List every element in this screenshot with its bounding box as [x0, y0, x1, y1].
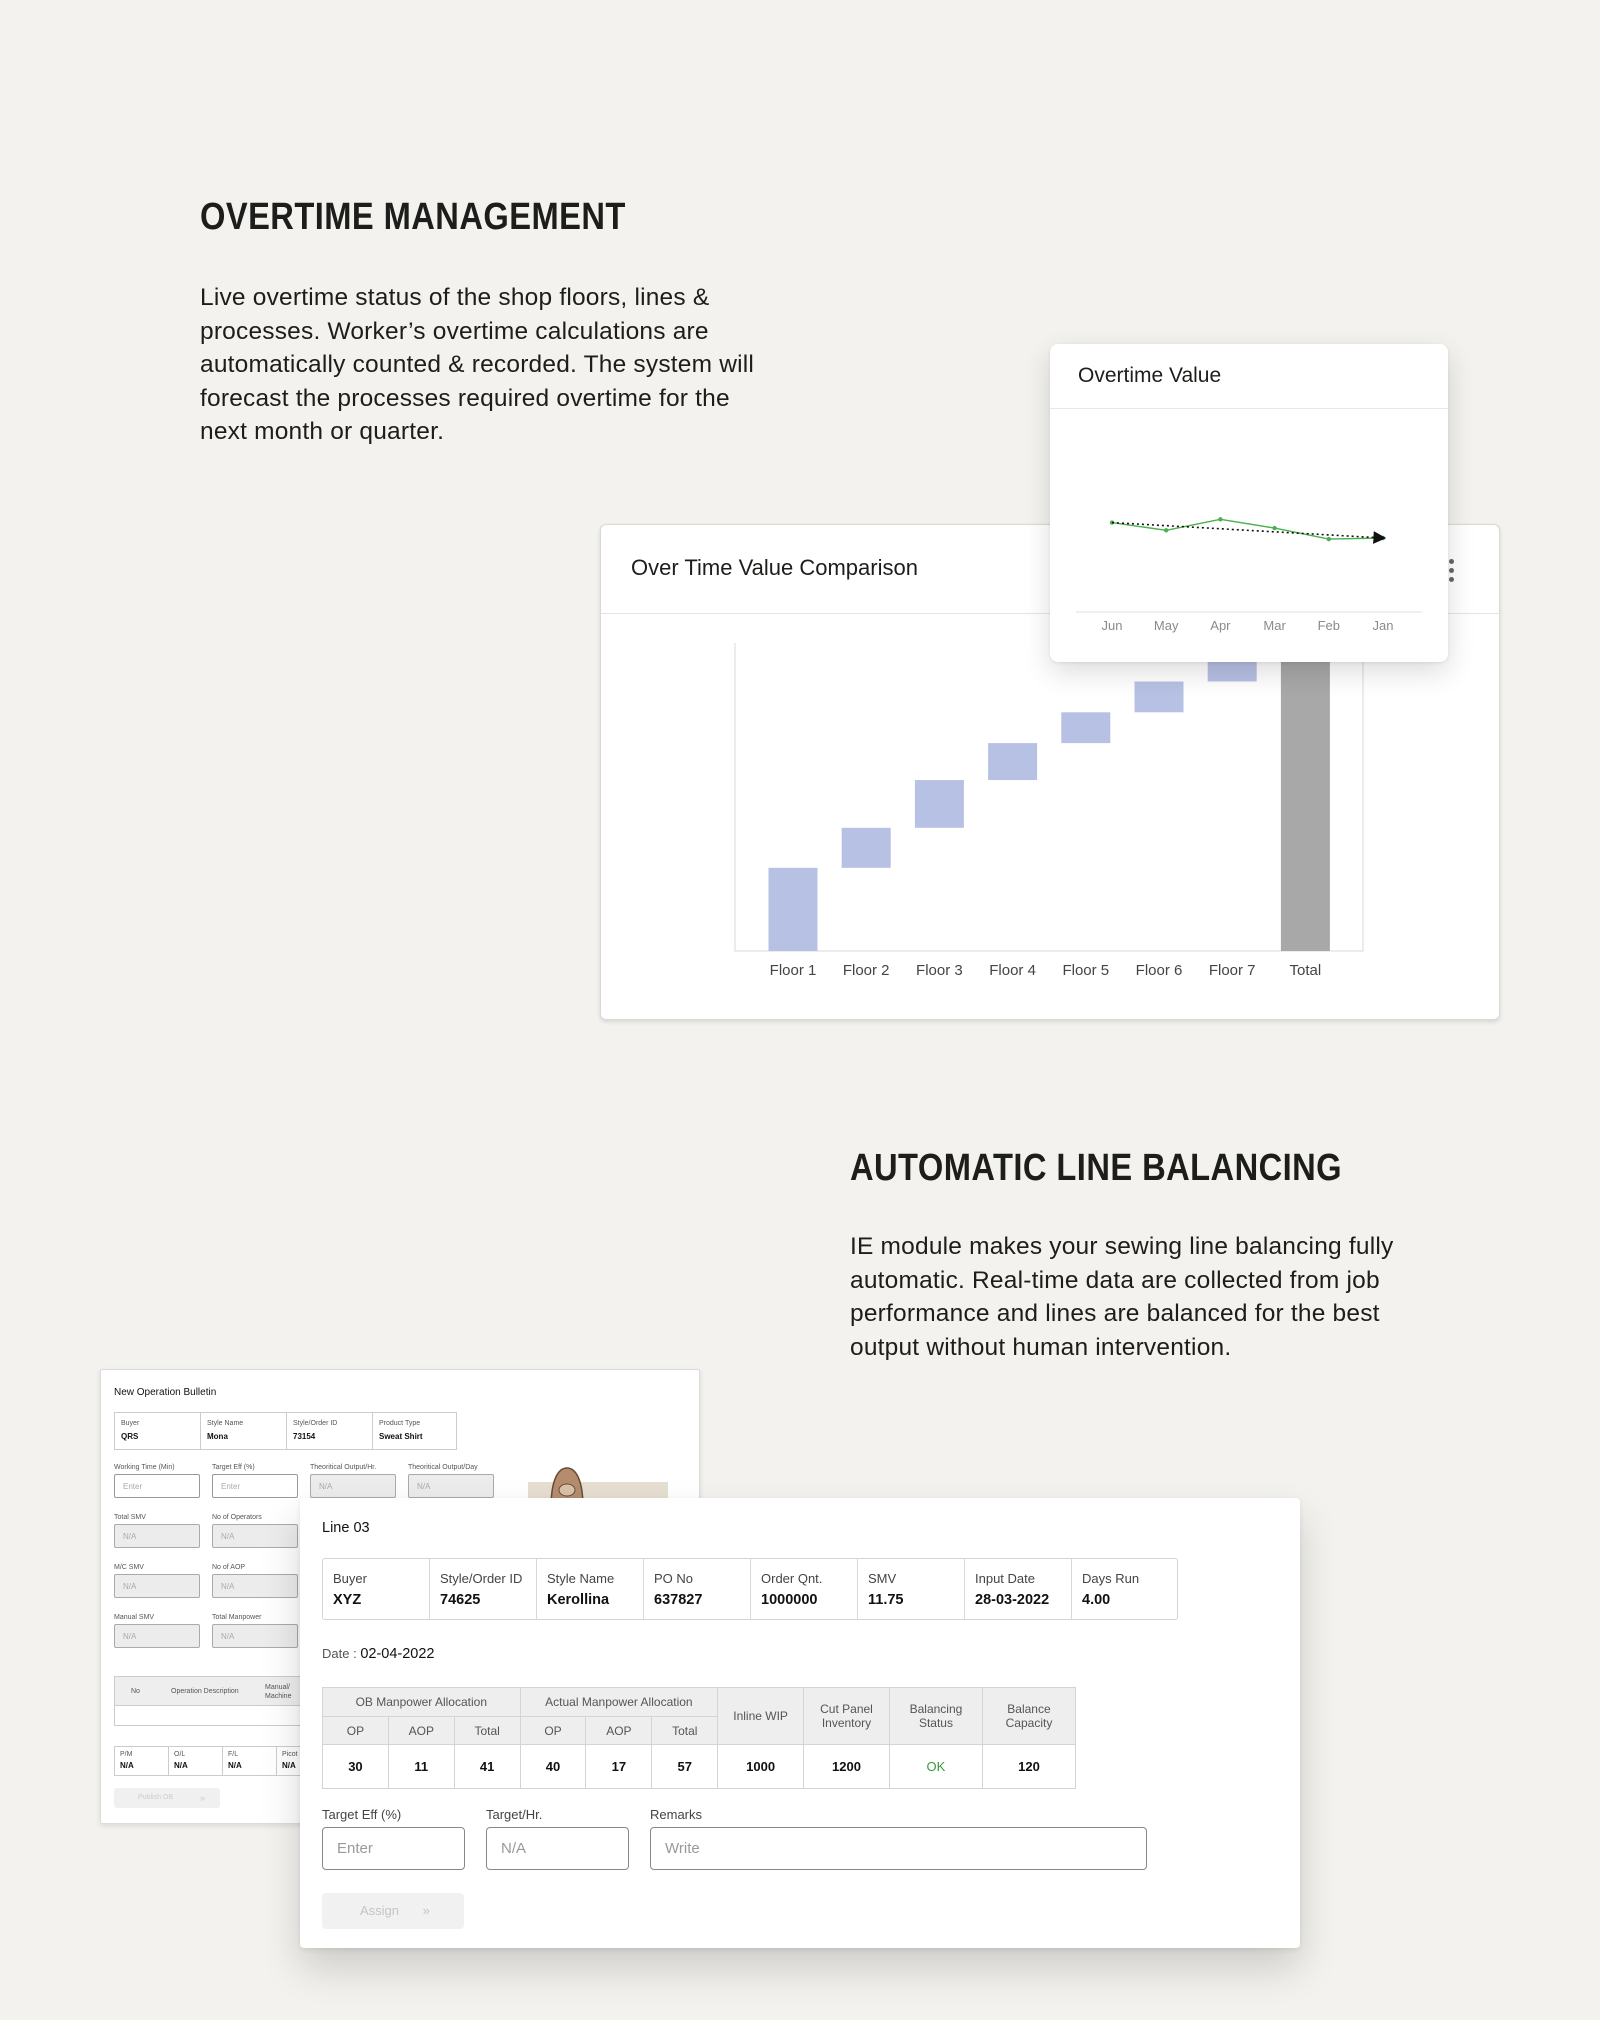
total-manpower-field: N/A: [212, 1624, 298, 1648]
summary-label: P/M: [120, 1751, 133, 1758]
bulletin-info-table: [114, 1412, 457, 1450]
info-label: Product Type: [379, 1420, 421, 1427]
date-label: Date :: [322, 1646, 357, 1661]
summary-label: O/L: [174, 1751, 186, 1758]
x-tick-label: Apr: [1210, 618, 1231, 633]
info-value: 4.00: [1082, 1592, 1111, 1608]
bulletin-summary: [114, 1746, 314, 1776]
x-tick-label: Floor 5: [1062, 962, 1110, 979]
floor-bar: [988, 743, 1037, 780]
info-value: 1000000: [761, 1592, 818, 1608]
info-value: 74625: [440, 1592, 481, 1608]
field-label: Total SMV: [114, 1514, 146, 1521]
mc-smv-field: N/A: [114, 1574, 200, 1598]
balancing-status-header: Balancing Status: [889, 1688, 982, 1745]
info-label: Order Qnt.: [761, 1571, 823, 1586]
summary-value: N/A: [120, 1761, 134, 1770]
floor-bar: [1135, 682, 1184, 713]
target-hr-label: Target/Hr.: [486, 1807, 543, 1822]
x-tick-label: Floor 6: [1135, 962, 1183, 979]
info-cell-buyer: [323, 1559, 430, 1619]
field-label: No of Operators: [212, 1514, 262, 1521]
date-value: 02-04-2022: [360, 1646, 435, 1662]
info-value: Sweat Shirt: [379, 1432, 423, 1441]
balance-capacity-value: 120: [982, 1745, 1075, 1789]
x-tick-label: Floor 4: [989, 962, 1036, 979]
floor-bar: [1061, 712, 1110, 743]
assign-button[interactable]: [322, 1893, 464, 1929]
table-row: [323, 1745, 1076, 1789]
balance-capacity-header: Balance Capacity: [982, 1688, 1075, 1745]
info-value: QRS: [121, 1432, 139, 1441]
summary-label: F/L: [228, 1751, 239, 1758]
inline-wip-value: 1000: [718, 1745, 804, 1789]
line-title: Line 03: [322, 1520, 370, 1536]
inline-wip-header: Inline WIP: [718, 1688, 804, 1745]
line-info-table: [322, 1558, 1178, 1620]
data-point: [1218, 517, 1222, 521]
double-chevron-right-icon: »: [200, 1793, 206, 1803]
field-label: Target Eff (%): [212, 1464, 255, 1471]
overtime-section-title: OVERTIME MANAGEMENT: [200, 196, 626, 238]
data-point: [1272, 526, 1276, 530]
x-tick-label: Floor 7: [1208, 962, 1256, 979]
info-value: 11.75: [868, 1592, 904, 1608]
operations-table-header: [114, 1676, 314, 1706]
double-chevron-right-icon: »: [422, 1903, 430, 1918]
info-cell-smv: [858, 1559, 965, 1619]
summary-value: N/A: [282, 1761, 296, 1770]
no-of-aop-field: N/A: [212, 1574, 298, 1598]
info-cell-days-run: [1072, 1559, 1177, 1619]
actual-aop-header: AOP: [586, 1717, 652, 1745]
table-header: Operation Description: [171, 1688, 239, 1695]
field-label: No of AOP: [212, 1564, 246, 1571]
operations-table-body: [114, 1706, 314, 1726]
actual-aop-value: 17: [586, 1745, 652, 1789]
table-header: Manual/ Machine: [265, 1684, 292, 1700]
info-label: Input Date: [975, 1571, 1035, 1586]
data-point: [1327, 537, 1331, 541]
field-label: M/C SMV: [114, 1564, 144, 1571]
summary-label: Picot: [282, 1751, 298, 1758]
remarks-input[interactable]: Write: [650, 1827, 1147, 1870]
info-label: Buyer: [121, 1420, 140, 1427]
info-cell-input-date: [965, 1559, 1072, 1619]
x-tick-label: Jun: [1101, 618, 1123, 633]
ob-total-header: Total: [454, 1717, 520, 1745]
x-tick-label: May: [1153, 618, 1179, 633]
x-tick-label: Feb: [1317, 618, 1341, 633]
field-label: Working Time (Min): [114, 1464, 175, 1471]
ob-op-header: OP: [323, 1717, 389, 1745]
data-point: [1164, 528, 1168, 532]
info-label: Style/Order ID: [440, 1571, 523, 1586]
total-bar: [1281, 651, 1330, 951]
x-tick-label: Floor 2: [842, 962, 890, 979]
info-cell-po-no: [644, 1559, 751, 1619]
info-cell-order-qnt: [751, 1559, 858, 1619]
ob-manpower-allocation-header: OB Manpower Allocation: [323, 1688, 521, 1717]
overtime-value-card: [1050, 344, 1448, 662]
x-tick-label: Jan: [1372, 618, 1394, 633]
line-balancing-section-description: IE module makes your sewing line balancing fully automatic. Real-time data are collected from job performance and lines are balanced for the best output without human intervention.: [850, 1233, 1394, 1361]
floor-bar: [769, 868, 818, 951]
actual-total-value: 57: [652, 1745, 718, 1789]
x-tick-label: Total: [1289, 962, 1322, 979]
line-balancing-section-title: AUTOMATIC LINE BALANCING: [850, 1147, 1343, 1189]
floor-bar: [842, 828, 891, 868]
overtime-value-title: Overtime Value: [1078, 364, 1222, 387]
info-cell-style-name: [537, 1559, 644, 1619]
info-cell-style-order-id: [430, 1559, 537, 1619]
trend-line: [1112, 523, 1383, 538]
target-hr-input[interactable]: N/A: [486, 1827, 629, 1870]
line-balancing-card: [300, 1498, 1300, 1948]
cut-panel-inventory-header: Cut Panel Inventory: [804, 1688, 890, 1745]
actual-manpower-allocation-header: Actual Manpower Allocation: [520, 1688, 718, 1717]
ob-aop-header: AOP: [388, 1717, 454, 1745]
manpower-allocation-table: [322, 1687, 1076, 1789]
working-time-input[interactable]: Enter: [114, 1474, 200, 1498]
summary-value: N/A: [228, 1761, 242, 1770]
actual-op-header: OP: [520, 1717, 586, 1745]
info-value: 73154: [293, 1432, 316, 1441]
no-of-operators-field: N/A: [212, 1524, 298, 1548]
info-label: PO No: [654, 1571, 694, 1586]
field-label: Theoritical Output/Day: [408, 1464, 478, 1471]
info-label: SMV: [868, 1571, 897, 1586]
overtime-value-line-chart: [1050, 344, 1448, 662]
ob-op-value: 30: [323, 1745, 389, 1789]
table-header: No: [131, 1688, 140, 1695]
info-label: Style Name: [547, 1571, 615, 1586]
overtime-section-description: Live overtime status of the shop floors, lines & processes. Worker’s overtime calculations are automatically counted & recorded. The system will forecast the processes required overtime for the next month or quarter.: [200, 284, 755, 445]
actual-op-value: 40: [520, 1745, 586, 1789]
info-value: XYZ: [333, 1592, 362, 1608]
theoretical-output-day-field: N/A: [408, 1474, 494, 1498]
x-tick-label: Floor 1: [769, 962, 817, 979]
field-label: Manual SMV: [114, 1614, 155, 1621]
target-eff-input[interactable]: Enter: [322, 1827, 465, 1870]
remarks-label: Remarks: [650, 1807, 703, 1822]
floor-bar: [915, 780, 964, 828]
theoretical-output-hr-field: N/A: [310, 1474, 396, 1498]
info-label: Style Name: [207, 1420, 244, 1427]
info-value: 637827: [654, 1592, 703, 1608]
info-value: Mona: [207, 1432, 228, 1441]
publish-ob-button[interactable]: [114, 1788, 220, 1808]
info-value: Kerollina: [547, 1592, 610, 1608]
x-tick-label: Floor 3: [916, 962, 963, 979]
info-value: 28-03-2022: [975, 1592, 1050, 1608]
actual-total-header: Total: [652, 1717, 718, 1745]
info-label: Days Run: [1082, 1571, 1140, 1586]
cut-panel-inventory-value: 1200: [804, 1745, 890, 1789]
x-tick-label: Mar: [1263, 618, 1286, 633]
bulletin-title: New Operation Bulletin: [114, 1387, 217, 1398]
date-row: [322, 1646, 434, 1662]
balancing-status-value: OK: [889, 1745, 982, 1789]
overtime-comparison-title: Over Time Value Comparison: [631, 555, 918, 580]
target-eff-label: Target Eff (%): [322, 1807, 402, 1822]
info-label: Style/Order ID: [293, 1420, 338, 1427]
ob-aop-value: 11: [388, 1745, 454, 1789]
total-smv-field: N/A: [114, 1524, 200, 1548]
publish-ob-label: Publish OB: [138, 1794, 174, 1801]
field-label: Theoritical Output/Hr.: [310, 1464, 377, 1471]
assign-label: Assign: [360, 1903, 400, 1918]
info-label: Buyer: [333, 1571, 367, 1586]
summary-value: N/A: [174, 1761, 188, 1770]
manual-smv-field: N/A: [114, 1624, 200, 1648]
target-eff-input[interactable]: Enter: [212, 1474, 298, 1498]
field-label: Total Manpower: [212, 1614, 262, 1621]
ob-total-value: 41: [454, 1745, 520, 1789]
